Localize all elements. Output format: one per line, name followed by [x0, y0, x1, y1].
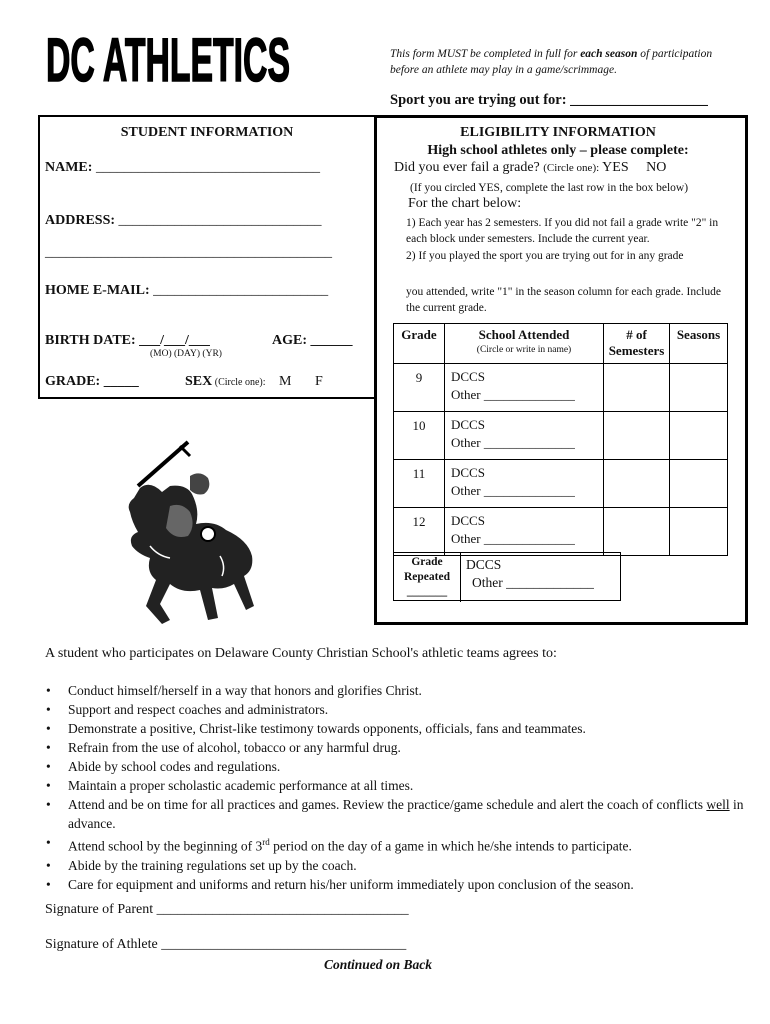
continued-on-back: Continued on Back — [324, 957, 433, 972]
grade-history-table — [393, 323, 728, 556]
seasons-cell[interactable] — [670, 460, 728, 508]
header-school-attended: School Attended (Circle or write in name) — [445, 324, 604, 364]
age-field[interactable]: AGE: ______ — [272, 333, 353, 348]
sport-field[interactable]: Sport you are trying out for: ___________________ — [390, 92, 708, 108]
grade-cell: 9 — [394, 364, 445, 412]
table-row — [394, 364, 728, 412]
header-grade: Grade — [394, 324, 445, 364]
birth-date-hint: (MO) (DAY) (YR) — [150, 349, 222, 359]
table-row — [394, 508, 728, 556]
fail-grade-question: Did you ever fail a grade? (Circle one): YES NO — [394, 160, 667, 175]
school-cell[interactable]: DCCS Other ______________ — [445, 364, 604, 412]
list-item: • Refrain from the use of alcohol, tobacco or any harmful drug. — [44, 738, 744, 757]
completion-notice: This form MUST be completed in full for each season of participation before an athlete may play in a game/scrimmage. — [390, 48, 713, 76]
athlete-signature-field[interactable]: Signature of Athlete ___________________________________ — [45, 937, 407, 952]
logo-text: DC ATHLETICS — [46, 25, 290, 95]
home-email-field[interactable]: HOME E-MAIL: _________________________ — [45, 283, 329, 298]
grade-cell: 10 — [394, 412, 445, 460]
semesters-cell[interactable] — [604, 460, 670, 508]
grade-repeated-label[interactable]: Grade Repeated _______ — [394, 553, 461, 602]
eligibility-subtitle: High school athletes only – please complete: — [427, 143, 689, 158]
school-cell[interactable]: DCCS Other ______________ — [445, 508, 604, 556]
list-item: • Conduct himself/herself in a way that honors and glorifies Christ. — [44, 681, 744, 700]
grade-cell: 12 — [394, 508, 445, 556]
grade-repeated-box — [393, 552, 621, 601]
chart-rule-2b: you attended, write "1" in the season column for each grade. Include the current grade. — [406, 286, 721, 314]
chart-rule-2a: 2) If you played the sport you are trying out for in any grade — [406, 250, 684, 262]
chart-rule-1: 1) Each year has 2 semesters. If you did not fail a grade write "2" in each block under semesters. Include the current year. — [406, 217, 719, 245]
agreement-intro: A student who participates on Delaware County Christian School's athletic teams agrees to: — [45, 646, 557, 661]
knight-on-horse-illustration — [110, 436, 260, 626]
list-item: • Abide by school codes and regulations. — [44, 757, 744, 776]
grade-cell: 11 — [394, 460, 445, 508]
eligibility-info-title: ELIGIBILITY INFORMATION — [460, 125, 656, 140]
list-item: • Support and respect coaches and administrators. — [44, 700, 744, 719]
fail-no-option[interactable]: NO — [646, 160, 667, 175]
if-yes-note: (If you circled YES, complete the last row in the box below) — [410, 182, 689, 194]
chart-intro: For the chart below: — [408, 196, 522, 211]
birth-date-field[interactable]: BIRTH DATE: ___/___/___ — [45, 333, 210, 348]
list-item: • Attend and be on time for all practices and games. Review the practice/game schedule and alert the coach of conflicts well in advance. — [44, 795, 744, 833]
semesters-cell[interactable] — [604, 412, 670, 460]
dc-athletics-logo — [44, 16, 294, 96]
address-line-2[interactable]: _________________________________________ — [45, 245, 332, 260]
table-row — [394, 460, 728, 508]
address-field[interactable]: ADDRESS: _____________________________ — [45, 213, 322, 228]
grade-repeated-school[interactable]: DCCS Other _____________ — [466, 557, 594, 590]
student-info-title: STUDENT INFORMATION — [120, 125, 294, 140]
fail-yes-option[interactable]: YES — [602, 160, 629, 175]
seasons-cell[interactable] — [670, 364, 728, 412]
school-cell[interactable]: DCCS Other ______________ — [445, 460, 604, 508]
header-semesters: # of Semesters — [604, 324, 670, 364]
seasons-cell[interactable] — [670, 412, 728, 460]
sex-option-m[interactable]: M — [279, 374, 292, 389]
agreement-list — [44, 681, 744, 894]
list-item: • Demonstrate a positive, Christ-like testimony towards opponents, officials, fans and teammates. — [44, 719, 744, 738]
grade-field[interactable]: GRADE: _____ — [45, 374, 139, 389]
list-item: • Attend school by the beginning of 3rd period on the day of a game in which he/she intends to participate. — [44, 833, 744, 856]
school-cell[interactable]: DCCS Other ______________ — [445, 412, 604, 460]
sex-option-f[interactable]: F — [315, 374, 323, 389]
parent-signature-field[interactable]: Signature of Parent ____________________________________ — [45, 902, 409, 917]
semesters-cell[interactable] — [604, 508, 670, 556]
table-row — [394, 412, 728, 460]
table-header-row — [394, 324, 728, 364]
sex-field[interactable]: SEX (Circle one): M F — [185, 374, 323, 389]
semesters-cell[interactable] — [604, 364, 670, 412]
seasons-cell[interactable] — [670, 508, 728, 556]
name-field[interactable]: NAME: ________________________________ — [45, 160, 320, 175]
header-seasons: Seasons — [670, 324, 728, 364]
list-item: • Abide by the training regulations set up by the coach. — [44, 856, 744, 875]
list-item: • Maintain a proper scholastic academic performance at all times. — [44, 776, 744, 795]
list-item: • Care for equipment and uniforms and return his/her uniform immediately upon conclusion of the season. — [44, 875, 744, 894]
